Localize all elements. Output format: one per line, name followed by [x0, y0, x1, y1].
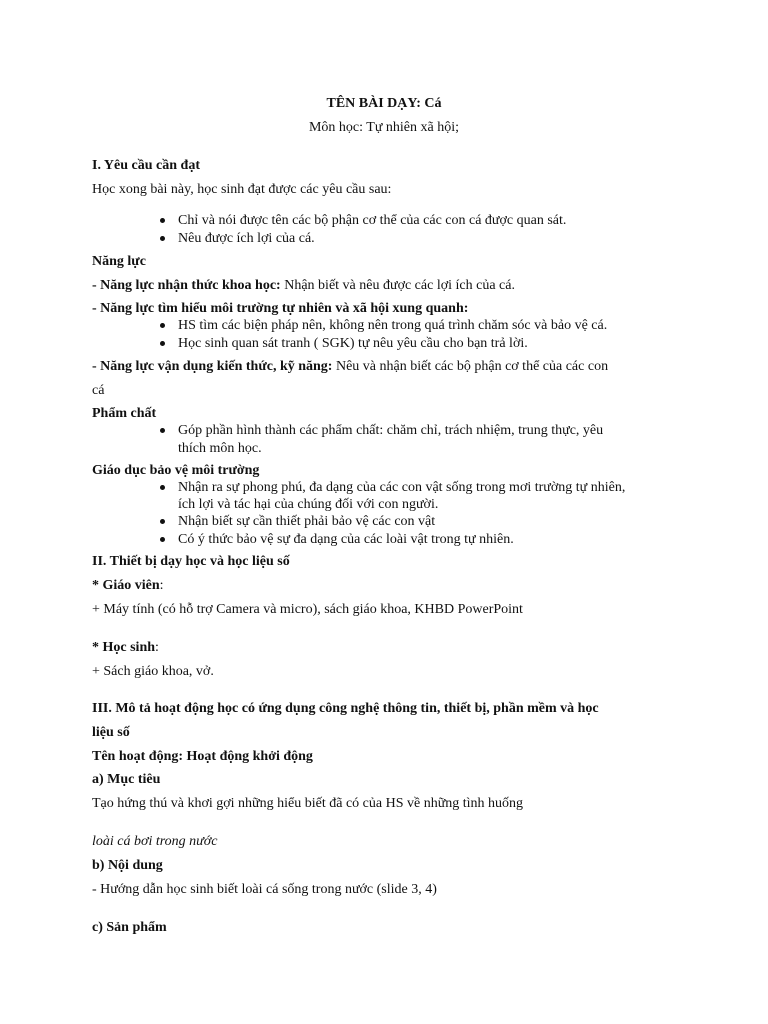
subject-line: Môn học: Tự nhiên xã hội; — [308, 120, 460, 135]
environment-bullet-1-line-1: Nhận ra sự phong phú, đa dạng của các con vật sống trong mơi trường tự nhiên, — [178, 480, 626, 495]
activity-name: Tên hoạt động: Hoạt động khởi động — [92, 749, 313, 764]
apply-text: Nêu và nhận biết các bộ phận cơ thể của các con — [335, 359, 609, 374]
quality-bullet-line-2: thích môn học. — [178, 441, 262, 456]
cognitive-label: - Năng lực nhận thức khoa học: — [92, 278, 281, 293]
section1-intro: Học xong bài này, học sinh đạt được các yêu cầu sau: — [92, 182, 392, 197]
apply-line — [92, 358, 608, 375]
cognitive-line — [92, 277, 515, 294]
section3-heading-line-2: liệu số — [92, 725, 130, 740]
environment-bullet-2: Nhận biết sự cần thiết phải bảo vệ các con vật — [178, 514, 436, 529]
cognitive-text: Nhận biết và nêu được các lợi ích của cá. — [284, 278, 515, 293]
objective-text: Tạo hứng thú và khơi gợi những hiểu biết đã có của HS về những tình huống — [92, 796, 524, 811]
teacher-equipment: + Máy tính (có hỗ trợ Camera và micro), sách giáo khoa, KHBD PowerPoint — [92, 602, 523, 617]
explore-label: - Năng lực tìm hiểu môi trường tự nhiên và xã hội xung quanh: — [92, 301, 469, 316]
product-heading: c) Sản phẩm — [92, 920, 167, 935]
student-label-line — [92, 639, 159, 656]
explore-bullet-2: Học sinh quan sát tranh ( SGK) tự nêu yêu cầu cho bạn trả lời. — [178, 336, 528, 351]
bullet-dot — [160, 485, 165, 490]
section3-heading-line-1: III. Mô tả hoạt động học có ứng dụng công nghệ thông tin, thiết bị, phần mềm và học — [92, 701, 599, 716]
competence-heading: Năng lực — [92, 254, 146, 269]
environment-bullet-3: Có ý thức bảo vệ sự đa dạng của các loài vật trong tự nhiên. — [178, 532, 514, 547]
content-text: - Hướng dẫn học sinh biết loài cá sống trong nước (slide 3, 4) — [92, 882, 437, 897]
section1-heading: I. Yêu cầu cần đạt — [92, 158, 200, 173]
section2-heading: II. Thiết bị dạy học và học liệu số — [92, 554, 290, 569]
objective-italic-text: loài cá bơi trong nước — [92, 834, 218, 849]
student-label: * Học sinh — [92, 640, 156, 655]
quality-bullet-line-1: Góp phần hình thành các phẩm chất: chăm chỉ, trách nhiệm, trung thực, yêu — [178, 423, 604, 438]
bullet-dot — [160, 218, 165, 223]
objective-heading: a) Mục tiêu — [92, 772, 161, 787]
bullet-dot — [160, 519, 165, 524]
teacher-label-line — [92, 577, 164, 594]
environment-heading: Giáo dục bảo vệ môi trường — [92, 463, 260, 478]
quality-heading: Phẩm chất — [92, 406, 157, 421]
section1-bullet-2: Nêu được ích lợi của cá. — [178, 231, 315, 246]
bullet-dot — [160, 428, 165, 433]
lesson-title: TÊN BÀI DẠY: Cá — [326, 96, 442, 111]
bullet-dot — [160, 323, 165, 328]
teacher-label: * Giáo viên — [92, 578, 160, 593]
environment-bullet-1-line-2: ích lợi và tác hại của chúng đối với con người. — [178, 497, 439, 512]
bullet-dot — [160, 236, 165, 241]
teacher-colon: : — [159, 578, 164, 593]
bullet-dot — [160, 537, 165, 542]
apply-label: - Năng lực vận dụng kiến thức, kỹ năng: — [92, 359, 333, 374]
student-colon: : — [155, 640, 159, 655]
bullet-dot — [160, 341, 165, 346]
section1-bullet-1: Chỉ và nói được tên các bộ phận cơ thể của các con cá được quan sát. — [178, 213, 567, 228]
student-equipment: + Sách giáo khoa, vở. — [92, 664, 214, 679]
explore-bullet-1: HS tìm các biện pháp nên, không nên trong quá trình chăm sóc và bảo vệ cá. — [178, 318, 608, 333]
content-heading: b) Nội dung — [92, 858, 163, 873]
apply-text-continued: cá — [92, 383, 105, 398]
